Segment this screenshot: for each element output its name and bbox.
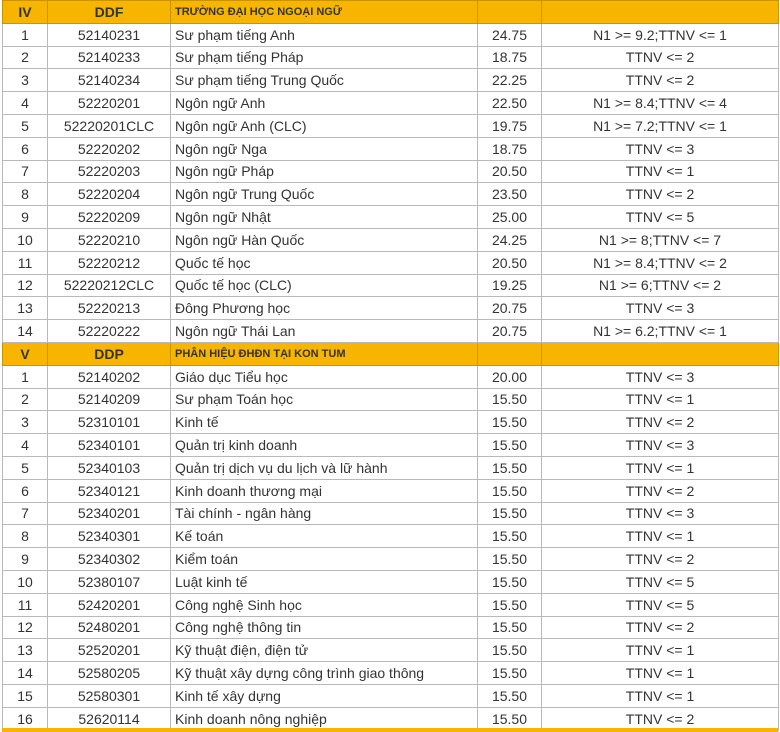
table-row bbox=[3, 46, 779, 69]
row-index: 8 bbox=[3, 183, 48, 206]
tie-break-criteria: TTNV <= 2 bbox=[542, 707, 779, 730]
major-name: Kinh tế bbox=[171, 411, 478, 434]
benchmark-score: 15.50 bbox=[478, 616, 542, 639]
major-name: Quốc tế học (CLC) bbox=[171, 274, 478, 297]
table-row bbox=[3, 69, 779, 92]
tie-break-criteria: TTNV <= 5 bbox=[542, 570, 779, 593]
major-code: 52140202 bbox=[48, 365, 171, 388]
tie-break-criteria: N1 >= 8;TTNV <= 7 bbox=[542, 228, 779, 251]
major-code: 52620114 bbox=[48, 707, 171, 730]
table-row bbox=[3, 548, 779, 571]
benchmark-score: 15.50 bbox=[478, 707, 542, 730]
benchmark-score: 15.50 bbox=[478, 456, 542, 479]
row-index: 3 bbox=[3, 411, 48, 434]
benchmark-score: 15.50 bbox=[478, 684, 542, 707]
major-code: 52420201 bbox=[48, 593, 171, 616]
major-code: 52220212 bbox=[48, 251, 171, 274]
tie-break-criteria: TTNV <= 1 bbox=[542, 388, 779, 411]
major-name: Giáo dục Tiểu học bbox=[171, 365, 478, 388]
table-row bbox=[3, 639, 779, 662]
table-row bbox=[3, 137, 779, 160]
benchmark-score: 18.75 bbox=[478, 137, 542, 160]
tie-break-criteria: TTNV <= 3 bbox=[542, 502, 779, 525]
tie-break-criteria: TTNV <= 1 bbox=[542, 456, 779, 479]
major-name: Sư phạm tiếng Anh bbox=[171, 23, 478, 46]
row-index: 10 bbox=[3, 228, 48, 251]
benchmark-score: 24.25 bbox=[478, 228, 542, 251]
row-index: 14 bbox=[3, 320, 48, 343]
major-code: 52520201 bbox=[48, 639, 171, 662]
major-name: Ngôn ngữ Thái Lan bbox=[171, 320, 478, 343]
benchmark-score: 15.50 bbox=[478, 525, 542, 548]
tie-break-criteria: TTNV <= 1 bbox=[542, 639, 779, 662]
table-row bbox=[3, 183, 779, 206]
section-header-score-cell bbox=[478, 1, 542, 24]
major-name: Kinh tế xây dựng bbox=[171, 684, 478, 707]
major-code: 52340121 bbox=[48, 479, 171, 502]
table-row bbox=[3, 206, 779, 229]
major-name: Luật kinh tế bbox=[171, 570, 478, 593]
tie-break-criteria: TTNV <= 2 bbox=[542, 548, 779, 571]
section-header-score-cell bbox=[478, 342, 542, 365]
benchmark-score: 15.50 bbox=[478, 411, 542, 434]
major-name: Sư phạm tiếng Pháp bbox=[171, 46, 478, 69]
tie-break-criteria: N1 >= 9.2;TTNV <= 1 bbox=[542, 23, 779, 46]
major-name: Kinh doanh nông nghiệp bbox=[171, 707, 478, 730]
benchmark-score: 20.75 bbox=[478, 320, 542, 343]
table-row bbox=[3, 502, 779, 525]
benchmark-score: 15.50 bbox=[478, 639, 542, 662]
major-code: 52220222 bbox=[48, 320, 171, 343]
tie-break-criteria: TTNV <= 1 bbox=[542, 684, 779, 707]
tie-break-criteria: N1 >= 7.2;TTNV <= 1 bbox=[542, 114, 779, 137]
tie-break-criteria: TTNV <= 2 bbox=[542, 411, 779, 434]
major-name: Kế toán bbox=[171, 525, 478, 548]
table-row bbox=[3, 570, 779, 593]
tie-break-criteria: TTNV <= 5 bbox=[542, 206, 779, 229]
section-number: IV bbox=[3, 1, 48, 24]
row-index: 13 bbox=[3, 639, 48, 662]
row-index: 2 bbox=[3, 388, 48, 411]
section-school-name: TRƯỜNG ĐẠI HỌC NGOẠI NGỮ bbox=[171, 1, 478, 24]
table-row bbox=[3, 297, 779, 320]
tie-break-criteria: TTNV <= 1 bbox=[542, 160, 779, 183]
row-index: 10 bbox=[3, 570, 48, 593]
major-code: 52340103 bbox=[48, 456, 171, 479]
benchmark-score: 23.50 bbox=[478, 183, 542, 206]
tie-break-criteria: TTNV <= 5 bbox=[542, 593, 779, 616]
tie-break-criteria: TTNV <= 2 bbox=[542, 479, 779, 502]
major-code: 52340302 bbox=[48, 548, 171, 571]
table-row bbox=[3, 365, 779, 388]
major-code: 52140231 bbox=[48, 23, 171, 46]
major-code: 52310101 bbox=[48, 411, 171, 434]
major-name: Đông Phương học bbox=[171, 297, 478, 320]
table-row bbox=[3, 616, 779, 639]
table-row bbox=[3, 388, 779, 411]
benchmark-score: 15.50 bbox=[478, 479, 542, 502]
benchmark-score: 20.75 bbox=[478, 297, 542, 320]
tie-break-criteria: N1 >= 6.2;TTNV <= 1 bbox=[542, 320, 779, 343]
tie-break-criteria: TTNV <= 2 bbox=[542, 183, 779, 206]
table-row bbox=[3, 320, 779, 343]
tie-break-criteria: TTNV <= 1 bbox=[542, 525, 779, 548]
major-name: Ngôn ngữ Pháp bbox=[171, 160, 478, 183]
row-index: 7 bbox=[3, 502, 48, 525]
admission-scores-body bbox=[3, 1, 779, 731]
row-index: 5 bbox=[3, 456, 48, 479]
row-index: 12 bbox=[3, 274, 48, 297]
major-code: 52340201 bbox=[48, 502, 171, 525]
major-code: 52220202 bbox=[48, 137, 171, 160]
benchmark-score: 19.75 bbox=[478, 114, 542, 137]
section-school-code: DDP bbox=[48, 342, 171, 365]
table-row bbox=[3, 274, 779, 297]
tie-break-criteria: TTNV <= 3 bbox=[542, 365, 779, 388]
major-name: Kinh doanh thương mại bbox=[171, 479, 478, 502]
benchmark-score: 20.00 bbox=[478, 365, 542, 388]
tie-break-criteria: TTNV <= 1 bbox=[542, 662, 779, 685]
table-row bbox=[3, 525, 779, 548]
table-row bbox=[3, 593, 779, 616]
table-row bbox=[3, 23, 779, 46]
tie-break-criteria: TTNV <= 3 bbox=[542, 137, 779, 160]
major-name: Ngôn ngữ Trung Quốc bbox=[171, 183, 478, 206]
table-row bbox=[3, 92, 779, 115]
table-row bbox=[3, 662, 779, 685]
major-name: Sư phạm tiếng Trung Quốc bbox=[171, 69, 478, 92]
section-header-row bbox=[3, 1, 779, 24]
admission-scores-table-wrapper bbox=[2, 0, 778, 731]
major-name: Quản trị kinh doanh bbox=[171, 434, 478, 457]
tie-break-criteria: TTNV <= 2 bbox=[542, 46, 779, 69]
tie-break-criteria: TTNV <= 3 bbox=[542, 297, 779, 320]
table-row bbox=[3, 456, 779, 479]
row-index: 4 bbox=[3, 92, 48, 115]
major-code: 52220203 bbox=[48, 160, 171, 183]
major-name: Ngôn ngữ Anh (CLC) bbox=[171, 114, 478, 137]
major-code: 52140233 bbox=[48, 46, 171, 69]
major-name: Ngôn ngữ Anh bbox=[171, 92, 478, 115]
major-name: Công nghệ thông tin bbox=[171, 616, 478, 639]
row-index: 6 bbox=[3, 479, 48, 502]
table-row bbox=[3, 434, 779, 457]
major-code: 52220204 bbox=[48, 183, 171, 206]
row-index: 11 bbox=[3, 593, 48, 616]
benchmark-score: 15.50 bbox=[478, 570, 542, 593]
row-index: 1 bbox=[3, 23, 48, 46]
row-index: 2 bbox=[3, 46, 48, 69]
major-code: 52580301 bbox=[48, 684, 171, 707]
row-index: 5 bbox=[3, 114, 48, 137]
major-name: Sư phạm Toán học bbox=[171, 388, 478, 411]
benchmark-score: 15.50 bbox=[478, 548, 542, 571]
benchmark-score: 15.50 bbox=[478, 388, 542, 411]
major-code: 52220212CLC bbox=[48, 274, 171, 297]
major-name: Kỹ thuật xây dựng công trình giao thông bbox=[171, 662, 478, 685]
section-school-code: DDF bbox=[48, 1, 171, 24]
table-row bbox=[3, 479, 779, 502]
table-row bbox=[3, 707, 779, 730]
tie-break-criteria: N1 >= 8.4;TTNV <= 4 bbox=[542, 92, 779, 115]
major-code: 52580205 bbox=[48, 662, 171, 685]
major-code: 52140209 bbox=[48, 388, 171, 411]
table-row bbox=[3, 160, 779, 183]
major-name: Quản trị dịch vụ du lịch và lữ hành bbox=[171, 456, 478, 479]
benchmark-score: 19.25 bbox=[478, 274, 542, 297]
row-index: 9 bbox=[3, 206, 48, 229]
benchmark-score: 24.75 bbox=[478, 23, 542, 46]
table-row bbox=[3, 251, 779, 274]
major-code: 52220210 bbox=[48, 228, 171, 251]
admission-scores-table bbox=[2, 0, 779, 731]
major-code: 52140234 bbox=[48, 69, 171, 92]
row-index: 8 bbox=[3, 525, 48, 548]
tie-break-criteria: TTNV <= 2 bbox=[542, 69, 779, 92]
section-number: V bbox=[3, 342, 48, 365]
benchmark-score: 25.00 bbox=[478, 206, 542, 229]
row-index: 7 bbox=[3, 160, 48, 183]
benchmark-score: 15.50 bbox=[478, 502, 542, 525]
table-row bbox=[3, 228, 779, 251]
major-name: Ngôn ngữ Hàn Quốc bbox=[171, 228, 478, 251]
table-row bbox=[3, 684, 779, 707]
row-index: 15 bbox=[3, 684, 48, 707]
major-code: 52380107 bbox=[48, 570, 171, 593]
section-school-name: PHÂN HIỆU ĐHĐN TẠI KON TUM bbox=[171, 342, 478, 365]
row-index: 14 bbox=[3, 662, 48, 685]
row-index: 4 bbox=[3, 434, 48, 457]
tie-break-criteria: TTNV <= 2 bbox=[542, 616, 779, 639]
benchmark-score: 15.50 bbox=[478, 434, 542, 457]
row-index: 3 bbox=[3, 69, 48, 92]
benchmark-score: 20.50 bbox=[478, 251, 542, 274]
row-index: 16 bbox=[3, 707, 48, 730]
major-name: Quốc tế học bbox=[171, 251, 478, 274]
benchmark-score: 18.75 bbox=[478, 46, 542, 69]
major-name: Công nghệ Sinh học bbox=[171, 593, 478, 616]
row-index: 12 bbox=[3, 616, 48, 639]
tie-break-criteria: N1 >= 6;TTNV <= 2 bbox=[542, 274, 779, 297]
row-index: 6 bbox=[3, 137, 48, 160]
row-index: 13 bbox=[3, 297, 48, 320]
benchmark-score: 20.50 bbox=[478, 160, 542, 183]
section-header-criteria-cell bbox=[542, 342, 779, 365]
tie-break-criteria: TTNV <= 3 bbox=[542, 434, 779, 457]
major-name: Tài chính - ngân hàng bbox=[171, 502, 478, 525]
section-header-criteria-cell bbox=[542, 1, 779, 24]
major-code: 52220201 bbox=[48, 92, 171, 115]
benchmark-score: 15.50 bbox=[478, 593, 542, 616]
major-code: 52220213 bbox=[48, 297, 171, 320]
table-row bbox=[3, 411, 779, 434]
major-code: 52340301 bbox=[48, 525, 171, 548]
tie-break-criteria: N1 >= 8.4;TTNV <= 2 bbox=[542, 251, 779, 274]
major-code: 52340101 bbox=[48, 434, 171, 457]
row-index: 1 bbox=[3, 365, 48, 388]
major-code: 52220209 bbox=[48, 206, 171, 229]
major-code: 52480201 bbox=[48, 616, 171, 639]
major-code: 52220201CLC bbox=[48, 114, 171, 137]
major-name: Kiểm toán bbox=[171, 548, 478, 571]
benchmark-score: 22.25 bbox=[478, 69, 542, 92]
benchmark-score: 22.50 bbox=[478, 92, 542, 115]
row-index: 9 bbox=[3, 548, 48, 571]
benchmark-score: 15.50 bbox=[478, 662, 542, 685]
section-header-row bbox=[3, 342, 779, 365]
major-name: Ngôn ngữ Nhật bbox=[171, 206, 478, 229]
major-name: Ngôn ngữ Nga bbox=[171, 137, 478, 160]
next-section-header-strip bbox=[2, 728, 778, 732]
major-name: Kỹ thuật điện, điện tử bbox=[171, 639, 478, 662]
row-index: 11 bbox=[3, 251, 48, 274]
table-row bbox=[3, 114, 779, 137]
